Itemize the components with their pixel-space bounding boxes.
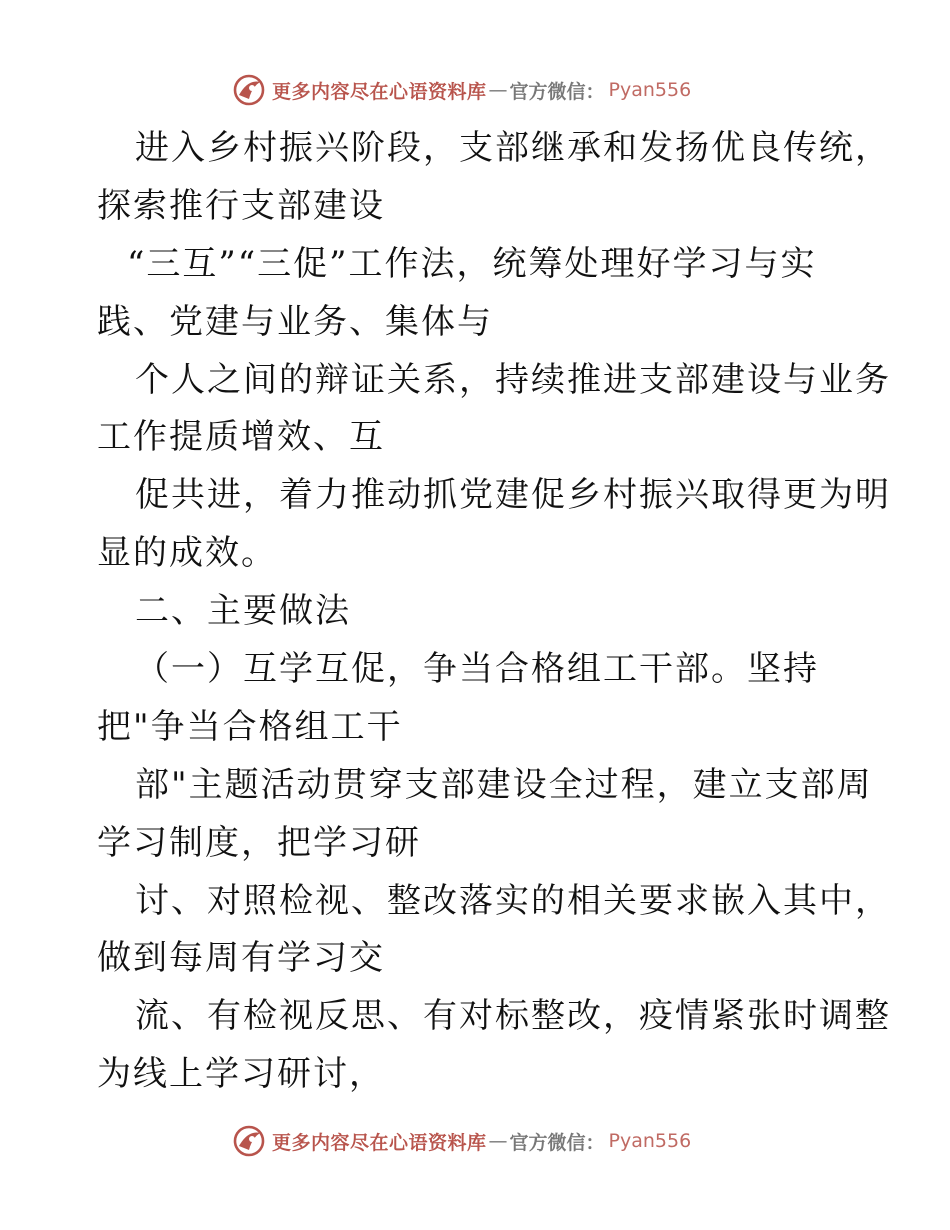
text-line: 探索推行支部建设 <box>97 185 385 226</box>
watermark-label: 官方微信： <box>509 80 605 103</box>
brand-logo-icon <box>232 73 266 107</box>
watermark-footer <box>232 1124 691 1158</box>
text-line: 工作提质增效、互 <box>97 417 385 458</box>
text-line: 促共进，着力推动抓党建促乡村振兴取得更为明 <box>135 475 891 516</box>
text-line: 个人之间的辩证关系，持续推进支部建设与业务 <box>135 359 891 400</box>
watermark-header <box>232 73 691 107</box>
watermark-separator: — <box>488 1130 508 1152</box>
text-line: 流、有检视反思、有对标整改，疫情紧张时调整 <box>135 996 891 1037</box>
brand-logo-icon <box>232 1124 266 1158</box>
text-line: 践、党建与业务、集体与 <box>97 301 493 342</box>
section-heading: 二、主要做法 <box>135 591 351 632</box>
watermark-separator: — <box>488 79 508 101</box>
watermark-wechat-id: Pyan556 <box>608 1130 692 1152</box>
text-line: 进入乡村振兴阶段，支部继承和发扬优良传统， <box>135 128 891 168</box>
text-line: 为线上学习研讨， <box>97 1054 385 1095</box>
watermark-label: 官方微信： <box>509 1131 605 1154</box>
watermark-wechat-id: Pyan556 <box>608 79 692 101</box>
text-line: 讨、对照检视、整改落实的相关要求嵌入其中， <box>135 880 891 921</box>
subsection-heading: （一）互学互促，争当合格组工干部。坚持 <box>135 649 819 690</box>
text-line: 显的成效。 <box>97 533 277 574</box>
text-line: “三互”“三促”工作法，统筹处理好学习与实 <box>127 243 817 284</box>
watermark-text: 更多内容尽在心语资料库 <box>272 80 487 103</box>
text-line: 把"争当合格组工干 <box>97 706 403 747</box>
text-line: 部"主题活动贯穿支部建设全过程，建立支部周 <box>135 764 873 805</box>
document-body <box>97 120 891 1104</box>
text-line: 做到每周有学习交 <box>97 938 385 979</box>
watermark-text: 更多内容尽在心语资料库 <box>272 1131 487 1154</box>
text-line: 学习制度，把学习研 <box>97 822 421 863</box>
